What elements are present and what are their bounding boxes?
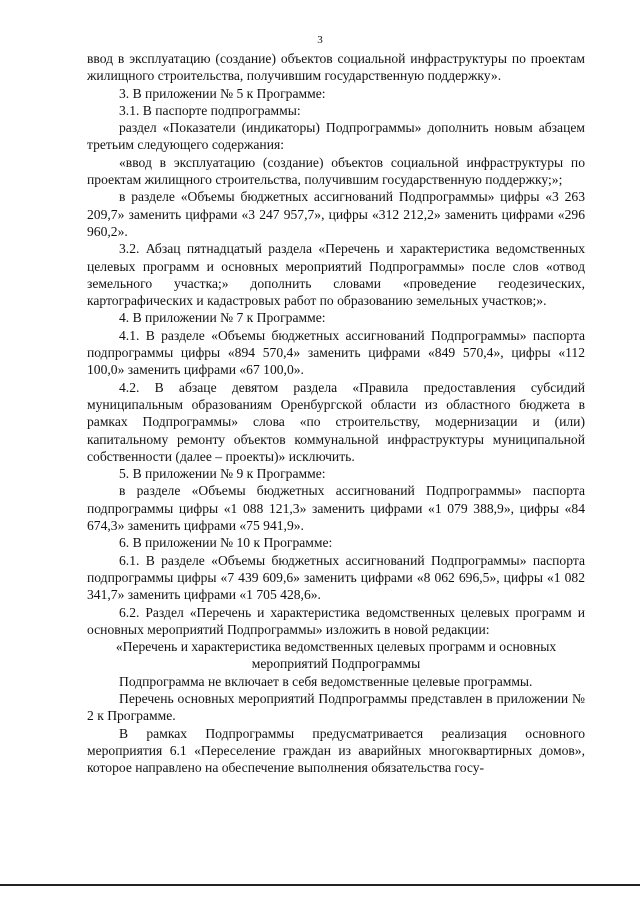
bottom-scan-edge <box>0 884 640 886</box>
document-body <box>87 50 585 776</box>
paragraph: 4.2. В абзаце девятом раздела «Правила предоставления субсидий муниципальным образованиям Оренбургской области из областного бюджета в рамках Подпрограммы» слова «по строительству, модернизации и (или) капитальному ремонту объектов коммунальной инфраструктуры муниципальной собственности (далее – проекты)» исключить. <box>87 379 585 464</box>
paragraph: 4. В приложении № 7 к Программе: <box>119 310 326 326</box>
paragraph: раздел «Показатели (индикаторы) Подпрограммы» дополнить новым абзацем третьим следующего содержания: <box>87 120 585 153</box>
paragraph: ввод в эксплуатацию (создание) объектов социальной инфраструктуры по проектам жилищного строительства, получившим государственную поддержку». <box>87 51 585 84</box>
paragraph: Подпрограмма не включает в себя ведомственные целевые программы. <box>119 673 533 689</box>
section-heading: «Перечень и характеристика ведомственных целевых программ и основных мероприятий Подпрограммы <box>115 639 557 672</box>
paragraph: 5. В приложении № 9 к Программе: <box>119 466 326 482</box>
paragraph: В рамках Подпрограммы предусматривается реализация основного мероприятия 6.1 «Переселение граждан из аварийных многоквартирных домов», которое направлено на обеспечение выполнения обязательства госу- <box>87 725 585 776</box>
paragraph: 6.1. В разделе «Объемы бюджетных ассигнований Подпрограммы» паспорта подпрограммы цифры «7 439 609,6» заменить цифрами «8 062 696,5», цифры «1 082 341,7» заменить цифрами «1 705 428,6». <box>87 552 585 603</box>
paragraph: «ввод в эксплуатацию (создание) объектов социальной инфраструктуры по проектам жилищного строительства, получившим государственную поддержку;»; <box>87 154 585 188</box>
paragraph: 6. В приложении № 10 к Программе: <box>119 535 333 551</box>
paragraph: 6.2. Раздел «Перечень и характеристика ведомственных целевых программ и основных мероприятий Подпрограммы» изложить в новой редакции: <box>87 604 585 637</box>
paragraph: 3. В приложении № 5 к Программе: <box>119 85 326 101</box>
paragraph: 3.1. В паспорте подпрограммы: <box>119 102 301 118</box>
paragraph: Перечень основных мероприятий Подпрограммы представлен в приложении № 2 к Программе. <box>87 690 585 724</box>
paragraph: 4.1. В разделе «Объемы бюджетных ассигнований Подпрограммы» паспорта подпрограммы цифры «894 570,4» заменить цифрами «849 570,4», цифры «112 100,0» заменить цифрами «67 100,0». <box>87 327 585 378</box>
paragraph: в разделе «Объемы бюджетных ассигнований Подпрограммы» цифры «3 263 209,7» заменить цифрами «3 247 957,7», цифры «312 212,2» заменить цифрами «296 960,2». <box>87 189 585 239</box>
page-number: 3 <box>317 34 323 46</box>
paragraph: 3.2. Абзац пятнадцатый раздела «Перечень и характеристика ведомственных целевых программ и основных мероприятий Подпрограммы» после слов «отвод земельного участка;» дополнить словами «проведение геодезических, картографических и кадастровых работ по образованию земельных участков;». <box>87 241 585 309</box>
paragraph: в разделе «Объемы бюджетных ассигнований Подпрограммы» паспорта подпрограммы цифры «1 088 121,3» заменить цифрами «1 079 388,9», цифры «84 674,3» заменить цифрами «75 941,9». <box>87 483 585 534</box>
